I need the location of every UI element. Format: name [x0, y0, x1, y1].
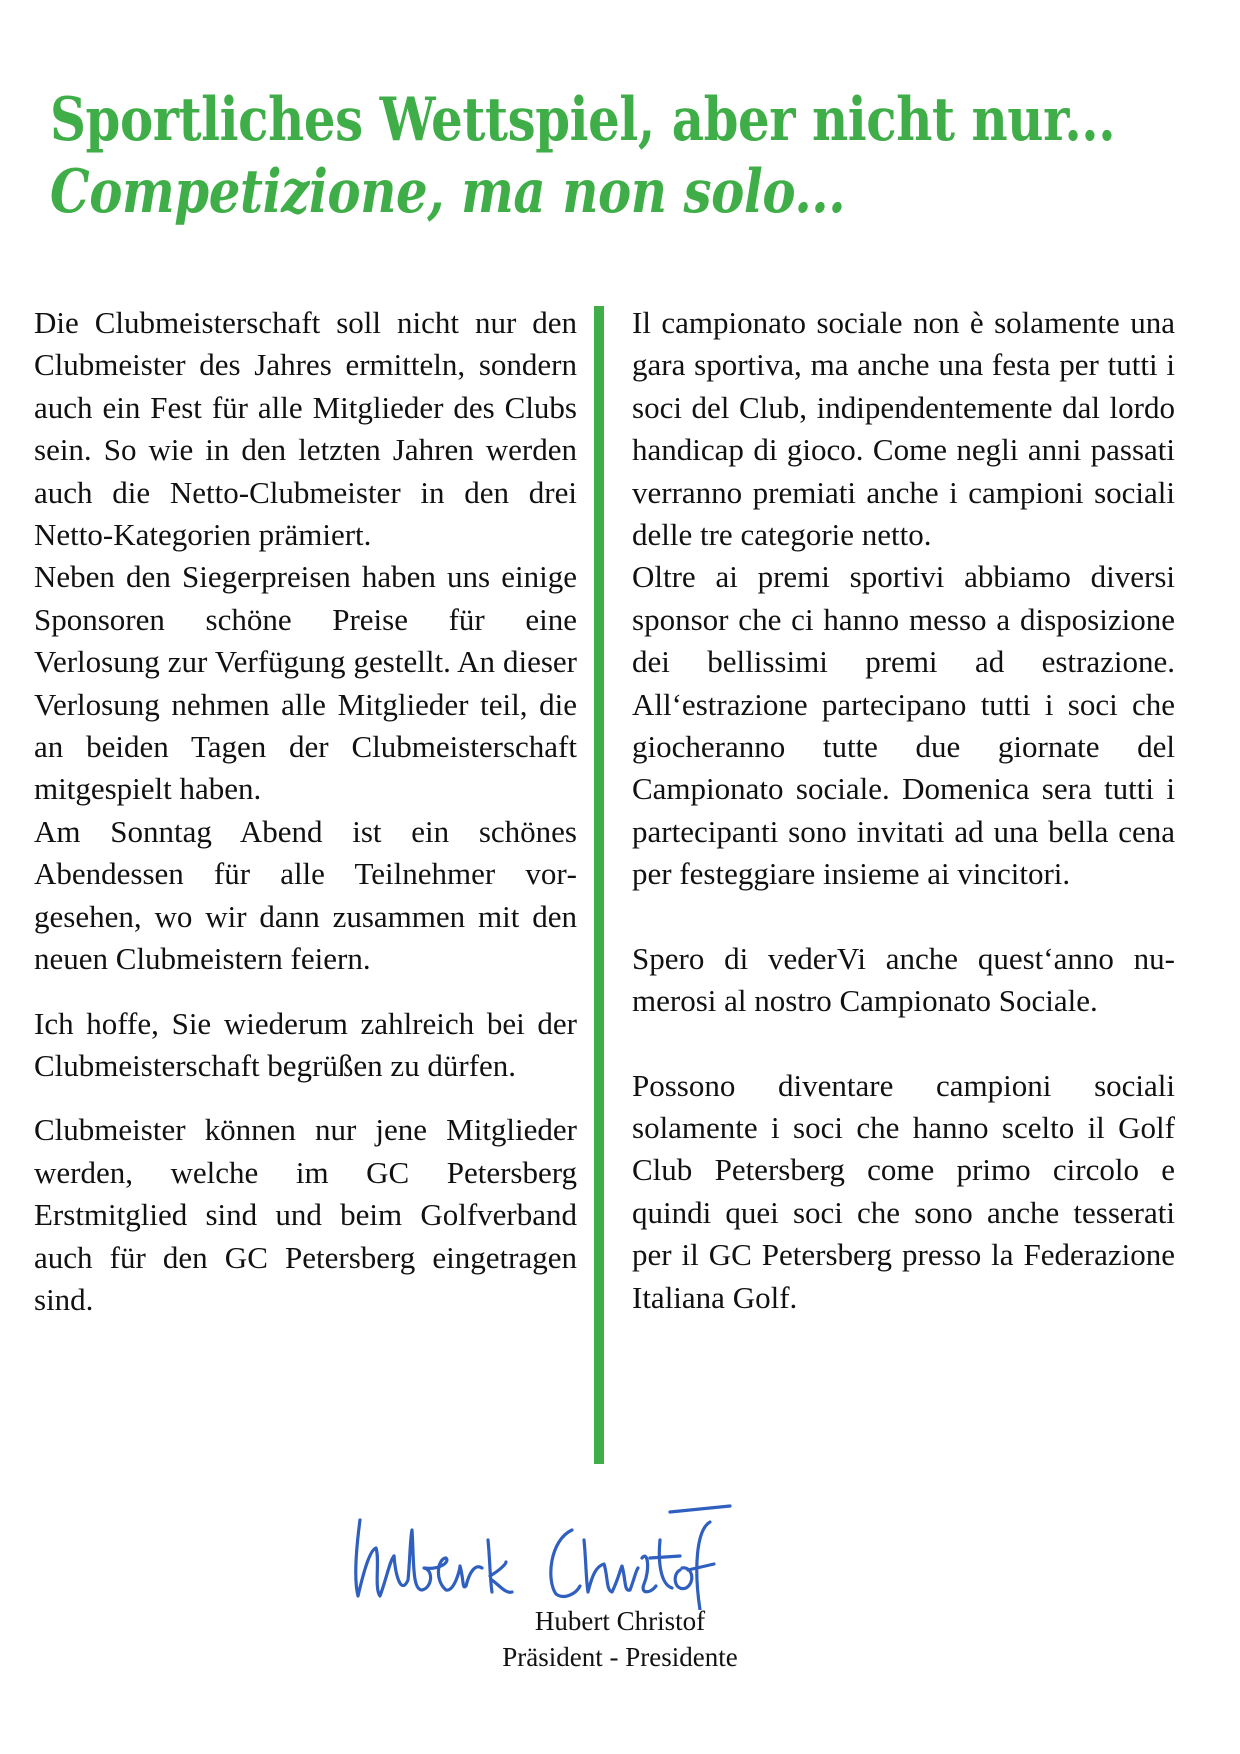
headline-italian: Competizione, ma non solo... — [50, 157, 846, 227]
paragraph-gap — [34, 981, 577, 1003]
italian-paragraph-1: Il campionato sociale non è solamente una gara sportiva, ma anche una festa per tutti i soci del Club, indipendentemente dal lordo handicap di gioco. Come negli anni passati verranno premiati anche i campioni sociali delle tre categorie netto. — [632, 305, 1175, 553]
italian-paragraph-2: Oltre ai premi sportivi abbiamo diversi sponsor che ci hanno messo a disposizione dei bellissimi premi ad estrazione. All‘estrazione partecipano tutti i soci che giocheranno tutte due giornate del Campionato sociale. Domenica sera tutti i partecipanti sono invitati ad una bella cena per festeggiare insieme ai vincitori. — [632, 559, 1175, 892]
german-paragraph-2: Neben den Siegerpreisen haben uns einige Sponsoren schöne Preise für eine Verlosung zur Verfügung gestellt. An dieser Verlosung nehmen alle Mitglieder teil, die an beiden Tagen der Clubmeisterschaft mitgespielt haben. — [34, 559, 577, 807]
italian-paragraph-4: Possono diventare campioni sociali solamente i soci che hanno scelto il Golf Club Petersberg come primo circolo e quindi quei soci che sono anche tesserati per il GC Petersberg presso la Federazione Italiana Golf. — [632, 1067, 1175, 1315]
german-paragraph-4: Ich hoffe, Sie wiederum zahlreich bei der Clubmeisterschaft begrüßen zu dürfen. — [34, 1005, 577, 1083]
german-column — [34, 302, 577, 1321]
italian-column — [632, 302, 1175, 1319]
german-paragraph-1: Die Clubmeisterschaft soll nicht nur den Clubmeister des Jahres ermitteln, sondern auch ein Fest für alle Mitglieder des Clubs sein. So wie in den letzten Jahren werden auch die Netto-Clubmeister in den drei Netto-Kategorien prämiert. — [34, 305, 577, 553]
signatory-role: Präsident - Presidente — [502, 1642, 738, 1672]
signature-stroke-ubert — [394, 1530, 512, 1592]
italian-paragraph-3: Spero di vederVi anche quest‘anno numerosi al nostro Campionato Sociale. — [632, 940, 1175, 1019]
signature-stroke-h — [356, 1520, 394, 1596]
signatory-name: Hubert Christof — [534, 1606, 706, 1636]
column-divider — [594, 306, 604, 1464]
german-paragraph-5: Clubmeister können nur jene Mitglieder werden, welche im GC Petersberg Erstmitglied sind und beim Golfverband auch für den GC Petersberg eingetragen sind. — [34, 1112, 577, 1317]
headline-german: Sportliches Wettspiel, aber nicht nur... — [50, 85, 1116, 155]
headline — [50, 84, 1115, 228]
paragraph-gap — [34, 1087, 577, 1109]
handwritten-signature — [350, 1500, 830, 1610]
paragraph-gap — [632, 896, 1175, 938]
paragraph-gap — [632, 1023, 1175, 1065]
german-paragraph-3: Am Sonntag Abend ist ein schönes Abendessen für alle Teilnehmer vorgesehen, wo wir dann zusammen mit den neuen Clubmeistern feiern. — [34, 813, 577, 977]
signature-stroke-christof — [551, 1506, 730, 1610]
